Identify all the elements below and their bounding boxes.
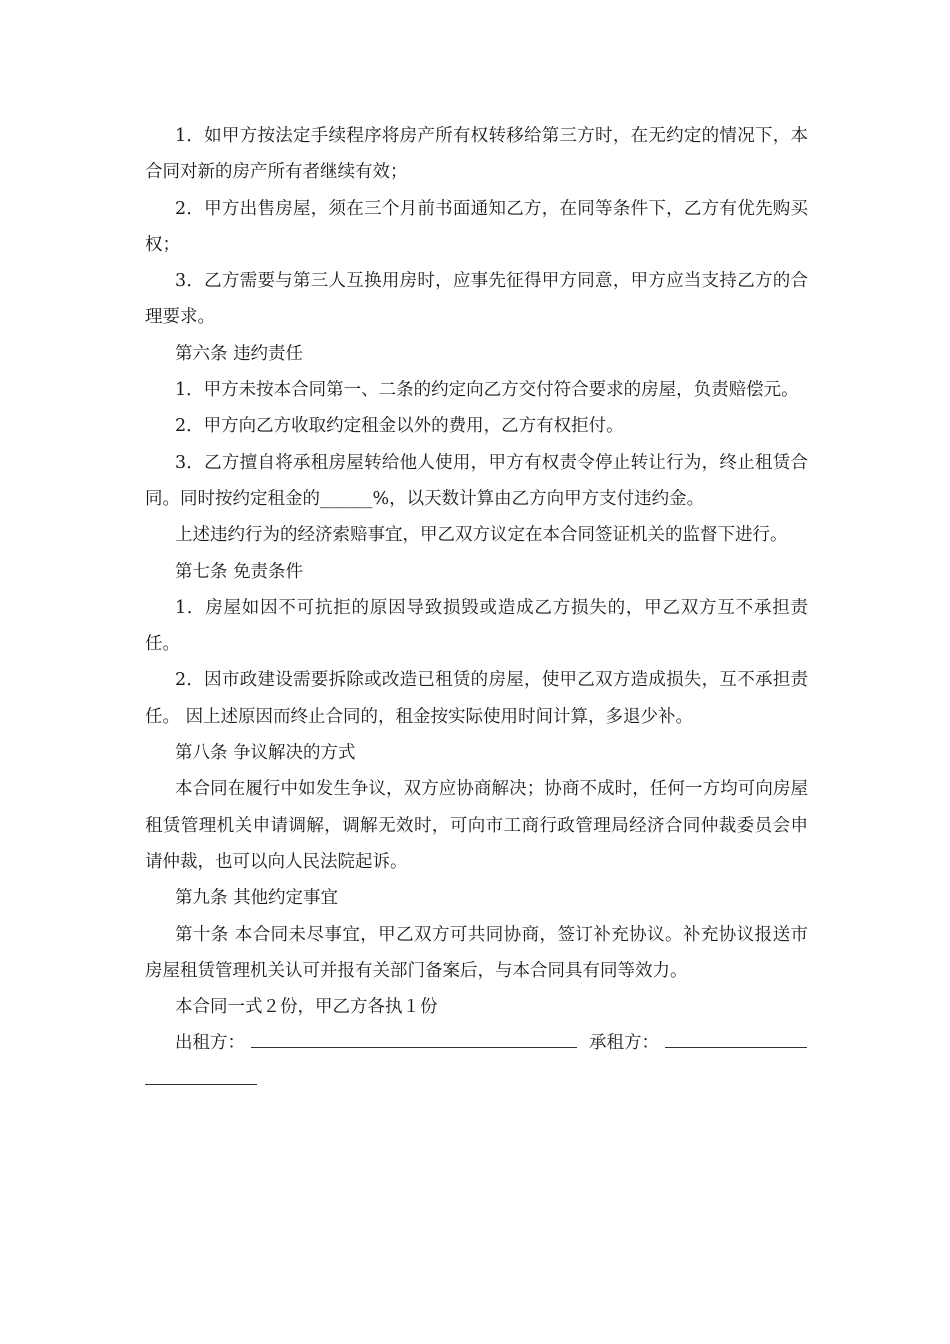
paragraph: 1．房屋如因不可抗拒的原因导致损毁或造成乙方损失的，甲乙双方互不承担责任。 <box>145 597 808 655</box>
paragraph: 本合同在履行中如发生争议，双方应协商解决；协商不成时，任何一方均可向房屋租赁管理机关申请调解，调解无效时，可向市工商行政管理局经济合同仲裁委员会申请仲裁，也可以向人民法院起诉。 <box>145 779 808 872</box>
section-heading: 第六条 违约责任 <box>175 343 304 364</box>
paragraph: 上述违约行为的经济索赔事宜，甲乙双方议定在本合同签证机关的监督下进行。 <box>175 525 788 546</box>
lessee-signature-blank-continued <box>145 1084 257 1085</box>
paragraph: 2．因市政建设需要拆除或改造已租赁的房屋，使甲乙双方造成损失，互不承担责任。 因上述原因而终止合同的，租金按实际使用时间计算，多退少补。 <box>145 670 808 727</box>
signature-row <box>145 1025 808 1061</box>
paragraph: 1．如甲方按法定手续程序将房产所有权转移给第三方时，在无约定的情况下，本合同对新的房产所有者继续有效； <box>145 126 808 183</box>
paragraph: 2．甲方向乙方收取约定租金以外的费用，乙方有权拒付。 <box>175 416 624 437</box>
section-heading: 第九条 其他约定事宜 <box>175 888 339 909</box>
lessee-label: 承租方： <box>589 1033 659 1054</box>
document-body <box>145 118 808 1085</box>
paragraph: 本合同一式２份，甲乙方各执１份 <box>175 997 438 1018</box>
section-heading: 第八条 争议解决的方式 <box>175 743 356 764</box>
section-heading: 第七条 免责条件 <box>175 561 304 582</box>
paragraph: 第十条 本合同未尽事宜，甲乙双方可共同协商，签订补充协议。补充协议报送市房屋租赁管理机关认可并报有关部门备案后，与本合同具有同等效力。 <box>145 924 808 981</box>
paragraph: 3．乙方需要与第三人互换用房时，应事先征得甲方同意，甲方应当支持乙方的合理要求。 <box>145 271 808 328</box>
lessor-label: 出租方： <box>175 1033 245 1054</box>
lessee-signature-blank <box>665 1031 807 1048</box>
paragraph: 1．甲方未按本合同第一、二条的约定向乙方交付符合要求的房屋，负责赔偿元。 <box>175 380 799 401</box>
paragraph: 3．乙方擅自将承租房屋转给他人使用，甲方有权责令停止转让行为，终止租赁合同。同时按约定租金的______%，以天数计算由乙方向甲方支付违约金。 <box>145 452 808 509</box>
paragraph: 2．甲方出售房屋，须在三个月前书面通知乙方，在同等条件下，乙方有优先购买权； <box>145 198 808 255</box>
lessor-signature-blank <box>251 1031 577 1048</box>
